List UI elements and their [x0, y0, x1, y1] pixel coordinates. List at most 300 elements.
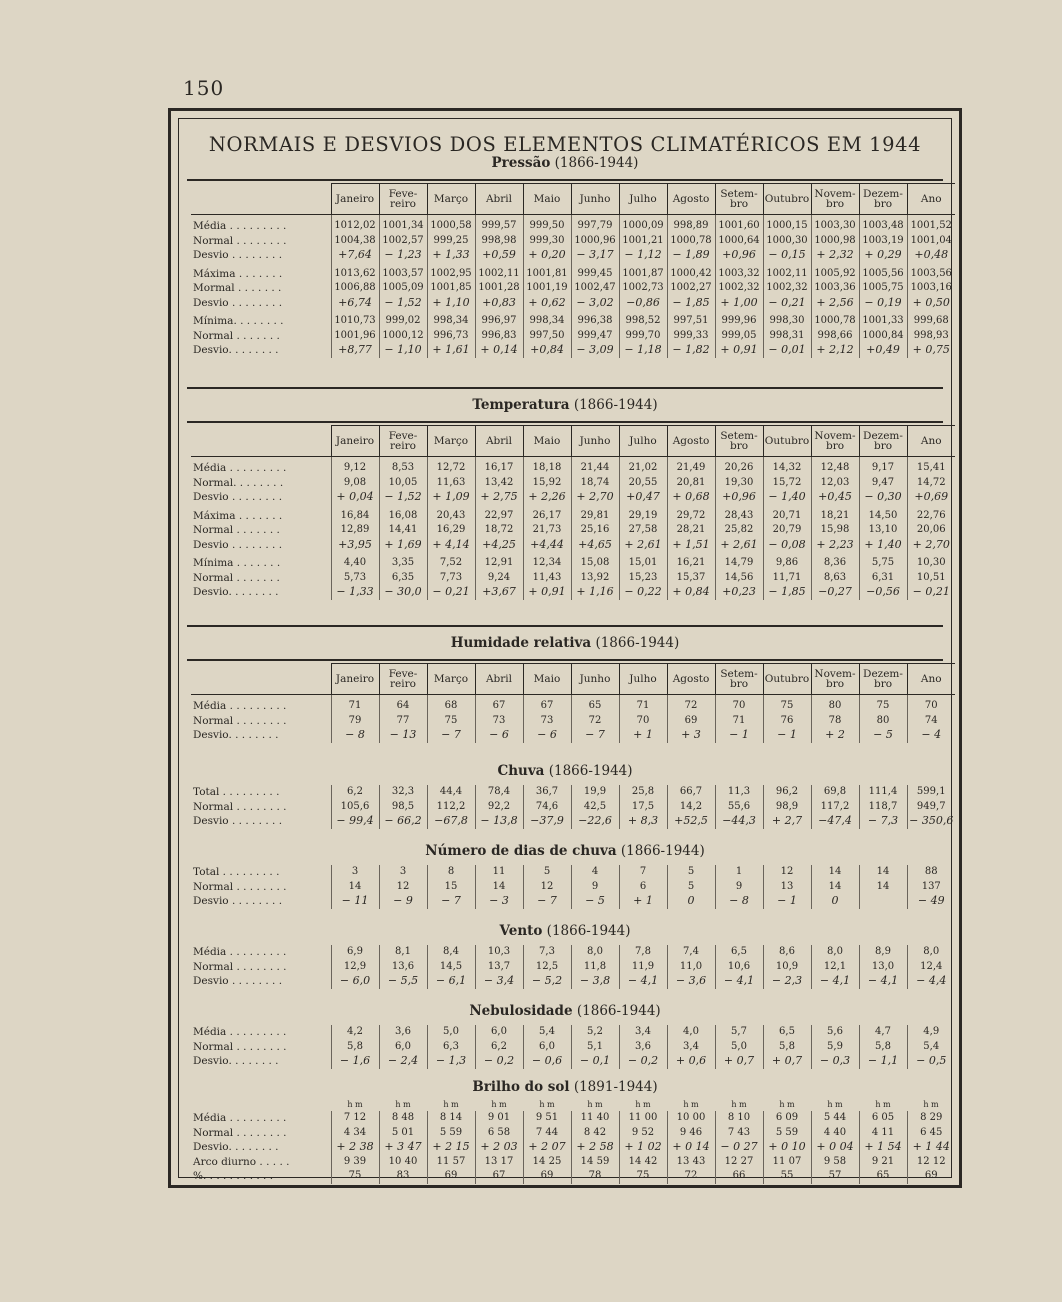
- table-cell: 4,9: [907, 1025, 955, 1040]
- table-cell: 8 48: [379, 1111, 427, 1126]
- table-cell: + 2,61: [715, 538, 763, 553]
- table-cell: 1003,19: [859, 234, 907, 249]
- table-cell: 1002,95: [427, 267, 475, 282]
- month-header: Abril: [475, 184, 523, 215]
- table-cell: + 2,23: [811, 538, 859, 553]
- table-cell: 999,70: [619, 329, 667, 344]
- table-cell: 27,58: [619, 523, 667, 538]
- pressao-section-title: [179, 155, 951, 171]
- table-cell: 1003,16: [907, 281, 955, 296]
- table-cell: 996,38: [571, 314, 619, 329]
- table-cell: + 0,62: [523, 296, 571, 311]
- month-header: Janeiro: [331, 184, 379, 215]
- humidade-name: Humidade relativa: [450, 635, 592, 651]
- table-cell: 1000,09: [619, 219, 667, 234]
- table-cell: − 0,21: [763, 296, 811, 311]
- table-cell: + 0,04: [331, 490, 379, 505]
- table-cell: 55,6: [715, 800, 763, 815]
- table-cell: 4,40: [331, 556, 379, 571]
- table-row: [191, 1025, 955, 1040]
- table-cell: 21,02: [619, 461, 667, 476]
- table-cell: 14,79: [715, 556, 763, 571]
- table-cell: 1002,32: [763, 281, 811, 296]
- table-cell: 18,74: [571, 476, 619, 491]
- table-cell: 11 57: [427, 1155, 475, 1170]
- table-row: [191, 314, 955, 329]
- table-cell: 14,32: [763, 461, 811, 476]
- table-cell: − 6: [475, 728, 523, 743]
- table-cell: 15,08: [571, 556, 619, 571]
- table-cell: − 1,85: [667, 296, 715, 311]
- table-cell: 14: [859, 865, 907, 880]
- table-cell: − 3,6: [667, 974, 715, 989]
- table-cell: 5,4: [523, 1025, 571, 1040]
- table-cell: 10,05: [379, 476, 427, 491]
- table-cell: 11,43: [523, 571, 571, 586]
- month-header: Ano: [907, 184, 955, 215]
- table-cell: + 1,00: [715, 296, 763, 311]
- table-row: [191, 1155, 955, 1170]
- table-cell: 1000,64: [715, 234, 763, 249]
- table-cell: 1006,88: [331, 281, 379, 296]
- temperatura-top-rule: [187, 421, 943, 423]
- table-cell: + 2,61: [619, 538, 667, 553]
- section-divider-rule: [187, 387, 943, 389]
- table-cell: 8,4: [427, 945, 475, 960]
- row-label: Desvio . . . . . . . .: [193, 815, 283, 827]
- table-row: [191, 329, 955, 344]
- month-header: Novem- bro: [811, 184, 859, 215]
- table-cell: −47,4: [811, 814, 859, 829]
- table-cell: 12,89: [331, 523, 379, 538]
- table-cell: − 7: [523, 894, 571, 909]
- table-cell: 998,98: [475, 234, 523, 249]
- table-cell: 1013,62: [331, 267, 379, 282]
- table-cell: − 3,8: [571, 974, 619, 989]
- table-cell: 8,6: [763, 945, 811, 960]
- table-cell: 13,0: [859, 960, 907, 975]
- table-cell: 996,97: [475, 314, 523, 329]
- humidade-period: (1866-1944): [591, 635, 680, 651]
- unit-cell: h m: [635, 1100, 651, 1109]
- chuva-period: (1866-1944): [544, 763, 633, 779]
- row-label: Média . . . . . . . . .: [193, 1112, 287, 1124]
- row-label: Média . . . . . . . . .: [193, 220, 287, 232]
- table-cell: 949,7: [907, 800, 955, 815]
- table-cell: + 1 54: [859, 1140, 907, 1155]
- table-cell: 9,24: [475, 571, 523, 586]
- table-row: [191, 461, 955, 476]
- table-cell: 8 10: [715, 1111, 763, 1126]
- table-cell: + 1,33: [427, 248, 475, 263]
- table-cell: 1000,96: [571, 234, 619, 249]
- table-cell: 6,0: [523, 1040, 571, 1055]
- table-cell: 20,26: [715, 461, 763, 476]
- table-cell: 12,9: [331, 960, 379, 975]
- chuva-name: Chuva: [497, 763, 545, 779]
- table-cell: 6 05: [859, 1111, 907, 1126]
- table-cell: − 5: [859, 728, 907, 743]
- table-cell: − 5,5: [379, 974, 427, 989]
- table-cell: − 1,89: [667, 248, 715, 263]
- table-cell: 29,81: [571, 509, 619, 524]
- table-cell: − 1,18: [619, 343, 667, 358]
- table-cell: 1002,32: [715, 281, 763, 296]
- table-cell: 78,4: [475, 785, 523, 800]
- table-cell: 14 42: [619, 1155, 667, 1170]
- table-cell: 9 58: [811, 1155, 859, 1170]
- table-cell: 1001,87: [619, 267, 667, 282]
- month-header: Ano: [907, 426, 955, 457]
- table-cell: + 1 02: [619, 1140, 667, 1155]
- table-cell: 11: [475, 865, 523, 880]
- table-cell: 8,1: [379, 945, 427, 960]
- table-cell: 25,16: [571, 523, 619, 538]
- table-cell: +3,67: [475, 585, 523, 600]
- table-cell: + 2,70: [571, 490, 619, 505]
- table-cell: 6 09: [763, 1111, 811, 1126]
- table-cell: − 0,6: [523, 1054, 571, 1069]
- table-cell: − 3,4: [475, 974, 523, 989]
- table-cell: +0,83: [475, 296, 523, 311]
- table-cell: − 0,2: [619, 1054, 667, 1069]
- table-row: [191, 865, 955, 880]
- row-label: Total . . . . . . . . .: [193, 786, 280, 798]
- table-cell: + 2 03: [475, 1140, 523, 1155]
- unit-row: [191, 1099, 955, 1111]
- table-cell: 4: [571, 865, 619, 880]
- table-cell: [859, 894, 907, 909]
- table-cell: 1000,78: [667, 234, 715, 249]
- brilho-period: (1891-1944): [569, 1079, 658, 1095]
- table-cell: − 7: [571, 728, 619, 743]
- month-header: Feve- reiro: [379, 426, 427, 457]
- chuva-section-title: [179, 763, 951, 779]
- table-cell: 12: [523, 880, 571, 895]
- month-header: Dezem- bro: [859, 184, 907, 215]
- table-cell: 6 58: [475, 1126, 523, 1141]
- humidade-section-title: [179, 635, 951, 651]
- row-label: Normal . . . . . . .: [193, 571, 280, 584]
- month-header: Agosto: [667, 184, 715, 215]
- table-cell: 999,05: [715, 329, 763, 344]
- table-cell: 12,5: [523, 960, 571, 975]
- table-cell: 8,36: [811, 556, 859, 571]
- table-cell: 92,2: [475, 800, 523, 815]
- table-cell: 3: [331, 865, 379, 880]
- table-cell: + 0 04: [811, 1140, 859, 1155]
- table-cell: +0,84: [523, 343, 571, 358]
- table-cell: 137: [907, 880, 955, 895]
- table-cell: − 13: [379, 728, 427, 743]
- table-cell: 8,53: [379, 461, 427, 476]
- table-cell: 998,89: [667, 219, 715, 234]
- table-cell: − 3,02: [571, 296, 619, 311]
- table-row: [191, 728, 955, 743]
- table-row: [191, 509, 955, 524]
- table-row: [191, 714, 955, 729]
- table-cell: 71: [619, 699, 667, 714]
- table-cell: 72: [667, 699, 715, 714]
- table-cell: +52,5: [667, 814, 715, 829]
- table-cell: − 0,30: [859, 490, 907, 505]
- month-header: Maio: [523, 426, 571, 457]
- table-cell: 66,7: [667, 785, 715, 800]
- temperatura-period: (1866-1944): [569, 397, 658, 413]
- pressao-top-rule: [187, 179, 943, 181]
- table-cell: 1001,28: [475, 281, 523, 296]
- table-cell: 1000,12: [379, 329, 427, 344]
- table-cell: 999,33: [667, 329, 715, 344]
- table-cell: −0,56: [859, 585, 907, 600]
- dias_chuva-section-title: [179, 843, 951, 859]
- table-cell: 8: [427, 865, 475, 880]
- table-cell: 1001,21: [619, 234, 667, 249]
- header-blank: [191, 426, 331, 457]
- table-cell: 1012,02: [331, 219, 379, 234]
- table-cell: 5,73: [331, 571, 379, 586]
- row-label: Normal . . . . . . . .: [193, 234, 287, 247]
- month-header: Setem- bro: [715, 664, 763, 695]
- table-row: [191, 476, 955, 491]
- table-cell: −44,3: [715, 814, 763, 829]
- table-cell: 9 52: [619, 1126, 667, 1141]
- table-cell: +0,69: [907, 490, 955, 505]
- table-cell: 10,51: [907, 571, 955, 586]
- table-cell: 11 07: [763, 1155, 811, 1170]
- table-cell: 75: [427, 714, 475, 729]
- table-cell: − 1,3: [427, 1054, 475, 1069]
- table-cell: 19,30: [715, 476, 763, 491]
- table-cell: + 0,6: [667, 1054, 715, 1069]
- table-cell: 5,0: [427, 1025, 475, 1040]
- table-cell: 80: [859, 714, 907, 729]
- table-cell: 73: [523, 714, 571, 729]
- table-cell: +4,25: [475, 538, 523, 553]
- table-cell: 73: [475, 714, 523, 729]
- table-cell: + 4,14: [427, 538, 475, 553]
- table-cell: − 350,6: [907, 814, 955, 829]
- table-cell: 20,06: [907, 523, 955, 538]
- table-cell: 15,23: [619, 571, 667, 586]
- table-cell: 999,50: [523, 219, 571, 234]
- table-cell: 12,34: [523, 556, 571, 571]
- table-cell: −0,86: [619, 296, 667, 311]
- table-cell: 999,47: [571, 329, 619, 344]
- table-cell: − 1,12: [619, 248, 667, 263]
- table-cell: 8,63: [811, 571, 859, 586]
- table-cell: 1002,11: [475, 267, 523, 282]
- table-cell: − 0,22: [619, 585, 667, 600]
- table-cell: 20,79: [763, 523, 811, 538]
- table-cell: 8,0: [571, 945, 619, 960]
- table-cell: 5,8: [859, 1040, 907, 1055]
- table-cell: 1002,11: [763, 267, 811, 282]
- table-cell: + 2,32: [811, 248, 859, 263]
- table-cell: 65: [859, 1169, 907, 1184]
- unit-blank: [191, 1099, 331, 1111]
- table-cell: 999,02: [379, 314, 427, 329]
- table-cell: 28,21: [667, 523, 715, 538]
- table-cell: 1000,15: [763, 219, 811, 234]
- table-cell: + 2 15: [427, 1140, 475, 1155]
- table-cell: 1003,32: [715, 267, 763, 282]
- table-cell: 1004,38: [331, 234, 379, 249]
- table-cell: 0: [667, 894, 715, 909]
- table-cell: 11,63: [427, 476, 475, 491]
- table-cell: +0,59: [475, 248, 523, 263]
- table-cell: 4 40: [811, 1126, 859, 1141]
- table-cell: 8,9: [859, 945, 907, 960]
- table-cell: + 2 38: [331, 1140, 379, 1155]
- row-label: Média . . . . . . . . .: [193, 462, 287, 474]
- unit-cell: h m: [683, 1100, 699, 1109]
- table-cell: 117,2: [811, 800, 859, 815]
- month-header: Dezem- bro: [859, 426, 907, 457]
- pressao-period: (1866-1944): [550, 155, 639, 171]
- header-blank: [191, 184, 331, 215]
- table-row: [191, 571, 955, 586]
- table-cell: 1001,34: [379, 219, 427, 234]
- table-cell: 22,76: [907, 509, 955, 524]
- table-cell: 1005,75: [859, 281, 907, 296]
- table-cell: 74: [907, 714, 955, 729]
- table-cell: 1001,19: [523, 281, 571, 296]
- month-header: Março: [427, 184, 475, 215]
- table-cell: − 11: [331, 894, 379, 909]
- table-cell: 16,08: [379, 509, 427, 524]
- table-cell: 15,37: [667, 571, 715, 586]
- row-label: Média . . . . . . . . .: [193, 700, 287, 712]
- table-row: [191, 814, 955, 829]
- table-inner-border: [178, 118, 954, 1182]
- table-cell: 13,7: [475, 960, 523, 975]
- table-cell: − 1,52: [379, 296, 427, 311]
- table-cell: + 0 14: [667, 1140, 715, 1155]
- table-cell: + 1,10: [427, 296, 475, 311]
- table-cell: 5,75: [859, 556, 907, 571]
- month-header: Julho: [619, 664, 667, 695]
- row-label: Total . . . . . . . . .: [193, 866, 280, 878]
- table-cell: + 0,91: [715, 343, 763, 358]
- table-cell: 7 43: [715, 1126, 763, 1141]
- table-cell: 1003,57: [379, 267, 427, 282]
- table-cell: 20,43: [427, 509, 475, 524]
- table-cell: −67,8: [427, 814, 475, 829]
- table-cell: 999,30: [523, 234, 571, 249]
- table-cell: 7,4: [667, 945, 715, 960]
- month-header: Setem- bro: [715, 426, 763, 457]
- table-cell: + 2,26: [523, 490, 571, 505]
- table-cell: 69: [427, 1169, 475, 1184]
- row-label: Média . . . . . . . . .: [193, 1026, 287, 1038]
- table-cell: 6,9: [331, 945, 379, 960]
- table-cell: 6,0: [379, 1040, 427, 1055]
- table-cell: 4,2: [331, 1025, 379, 1040]
- table-cell: 6,35: [379, 571, 427, 586]
- month-header: Setem- bro: [715, 184, 763, 215]
- table-cell: + 2,7: [763, 814, 811, 829]
- table-cell: − 5,2: [523, 974, 571, 989]
- table-cell: 6,0: [475, 1025, 523, 1040]
- row-label: Normal . . . . . . . .: [193, 1040, 287, 1053]
- page-title: NORMAIS E DESVIOS DOS ELEMENTOS CLIMATÉRICOS EM 1944: [208, 133, 922, 156]
- table-cell: − 7: [427, 728, 475, 743]
- table-cell: − 2,4: [379, 1054, 427, 1069]
- table-cell: 9 51: [523, 1111, 571, 1126]
- row-label: Desvio . . . . . . . .: [193, 895, 283, 907]
- month-header: Abril: [475, 426, 523, 457]
- row-label: Normal . . . . . . . .: [193, 880, 287, 893]
- table-cell: + 2,70: [907, 538, 955, 553]
- table-row: [191, 1126, 955, 1141]
- table-cell: 9,47: [859, 476, 907, 491]
- table-cell: 999,57: [475, 219, 523, 234]
- table-cell: 1001,33: [859, 314, 907, 329]
- table-cell: 78: [811, 714, 859, 729]
- table-cell: 14: [811, 880, 859, 895]
- table-cell: 22,97: [475, 509, 523, 524]
- table-row: [191, 1111, 955, 1126]
- table-cell: 998,52: [619, 314, 667, 329]
- table-cell: − 1,23: [379, 248, 427, 263]
- table-cell: 1003,48: [859, 219, 907, 234]
- table-cell: + 3 47: [379, 1140, 427, 1155]
- nebulosidade-name: Nebulosidade: [469, 1003, 573, 1019]
- table-cell: 118,7: [859, 800, 907, 815]
- table-cell: +0,96: [715, 490, 763, 505]
- table-cell: 36,7: [523, 785, 571, 800]
- table-cell: + 0,91: [523, 585, 571, 600]
- table-cell: − 0,15: [763, 248, 811, 263]
- table-cell: 14: [859, 880, 907, 895]
- unit-cell: h m: [875, 1100, 891, 1109]
- table-cell: 1001,81: [523, 267, 571, 282]
- month-header: Maio: [523, 664, 571, 695]
- table-cell: 1000,98: [811, 234, 859, 249]
- table-cell: 996,83: [475, 329, 523, 344]
- table-cell: + 0,50: [907, 296, 955, 311]
- table-row: [191, 523, 955, 538]
- table-cell: 999,96: [715, 314, 763, 329]
- table-cell: 1005,09: [379, 281, 427, 296]
- row-label: Desvio . . . . . . . .: [193, 296, 283, 309]
- table-cell: 29,19: [619, 509, 667, 524]
- table-cell: + 1,40: [859, 538, 907, 553]
- table-cell: 76: [763, 714, 811, 729]
- row-label: %. . . . . . . . . . .: [193, 1170, 274, 1182]
- table-cell: + 1,51: [667, 538, 715, 553]
- table-cell: 44,4: [427, 785, 475, 800]
- table-cell: 14: [331, 880, 379, 895]
- table-row: [191, 1054, 955, 1069]
- table-cell: − 1: [763, 894, 811, 909]
- table-cell: +0,49: [859, 343, 907, 358]
- unit-cell: h m: [587, 1100, 603, 1109]
- nebulosidade-period: (1866-1944): [572, 1003, 661, 1019]
- table-cell: − 1,52: [379, 490, 427, 505]
- table-row: [191, 785, 955, 800]
- table-cell: 111,4: [859, 785, 907, 800]
- table-cell: + 1,09: [427, 490, 475, 505]
- table-cell: + 2,56: [811, 296, 859, 311]
- unit-cell: h m: [491, 1100, 507, 1109]
- table-cell: 13,6: [379, 960, 427, 975]
- table-cell: − 13,8: [475, 814, 523, 829]
- month-header: Agosto: [667, 426, 715, 457]
- temperatura-name: Temperatura: [472, 397, 570, 413]
- row-label: Desvio. . . . . . . .: [193, 1141, 279, 1153]
